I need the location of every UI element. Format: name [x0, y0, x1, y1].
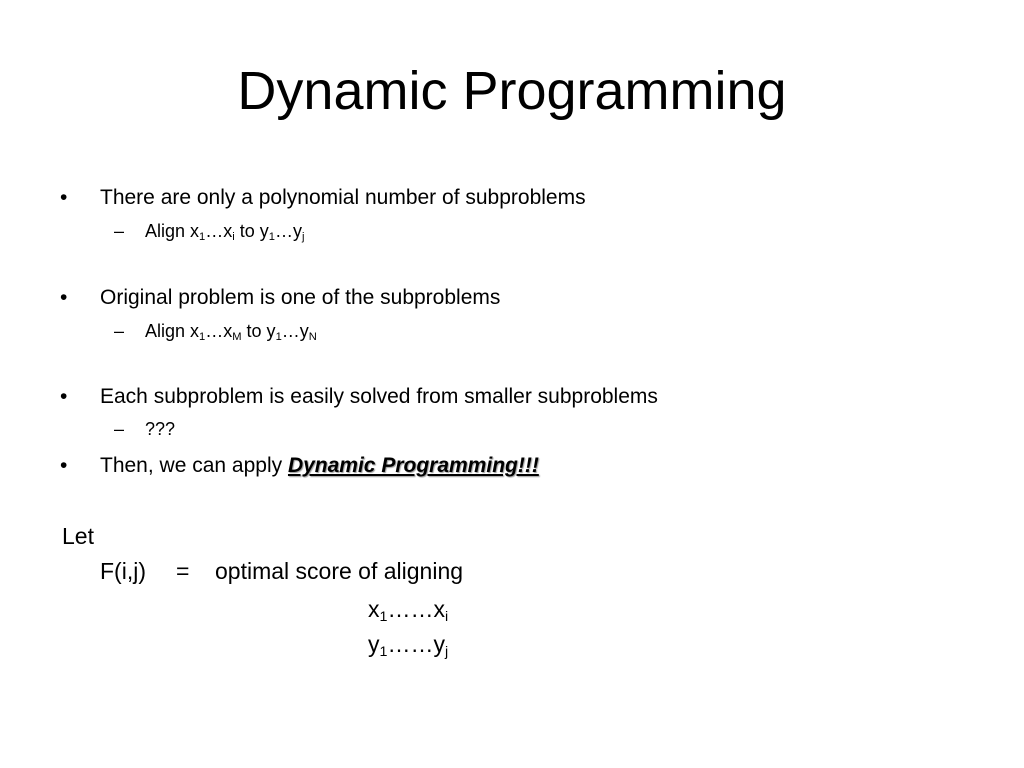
sequence-y: $y_1\dots\dots y_j$ [368, 631, 449, 660]
bullet-text: Then, we can apply Dynamic Programming!!! [100, 454, 539, 477]
bullet-dot: • [60, 286, 68, 309]
sub-bullet-dash: – [114, 221, 125, 241]
let-label: Let [62, 523, 94, 549]
slide-title: Dynamic Programming [237, 61, 787, 121]
bullet-dot: • [60, 385, 68, 408]
bullet-text: Each subproblem is easily solved from smaller subproblems [100, 385, 658, 408]
bullet-text: Original problem is one of the subproblems [100, 286, 501, 309]
bullet-text: There are only a polynomial number of subproblems [100, 186, 586, 209]
sub-bullet-text: ??? [145, 419, 176, 439]
sub-bullet-text: Align $x_1\dots x_i$ to $y_1\dots y_j$ [145, 221, 305, 244]
sub-bullet-dash: – [114, 419, 125, 439]
emphasis-text: Dynamic Programming!!! [287, 454, 539, 477]
bullet-dot: • [60, 454, 68, 477]
sub-bullet-dash: – [114, 321, 125, 341]
bullet-dot: • [60, 186, 68, 209]
definition-lhs: F(i,j) [100, 558, 146, 584]
sequence-x: $x_1\dots\dots x_i$ [368, 596, 449, 625]
definition-equals: = [176, 558, 190, 584]
definition-rhs: optimal score of aligning [215, 558, 464, 584]
sub-bullet-text: Align $x_1\dots x_M$ to $y_1\dots y_N$ [145, 321, 317, 344]
